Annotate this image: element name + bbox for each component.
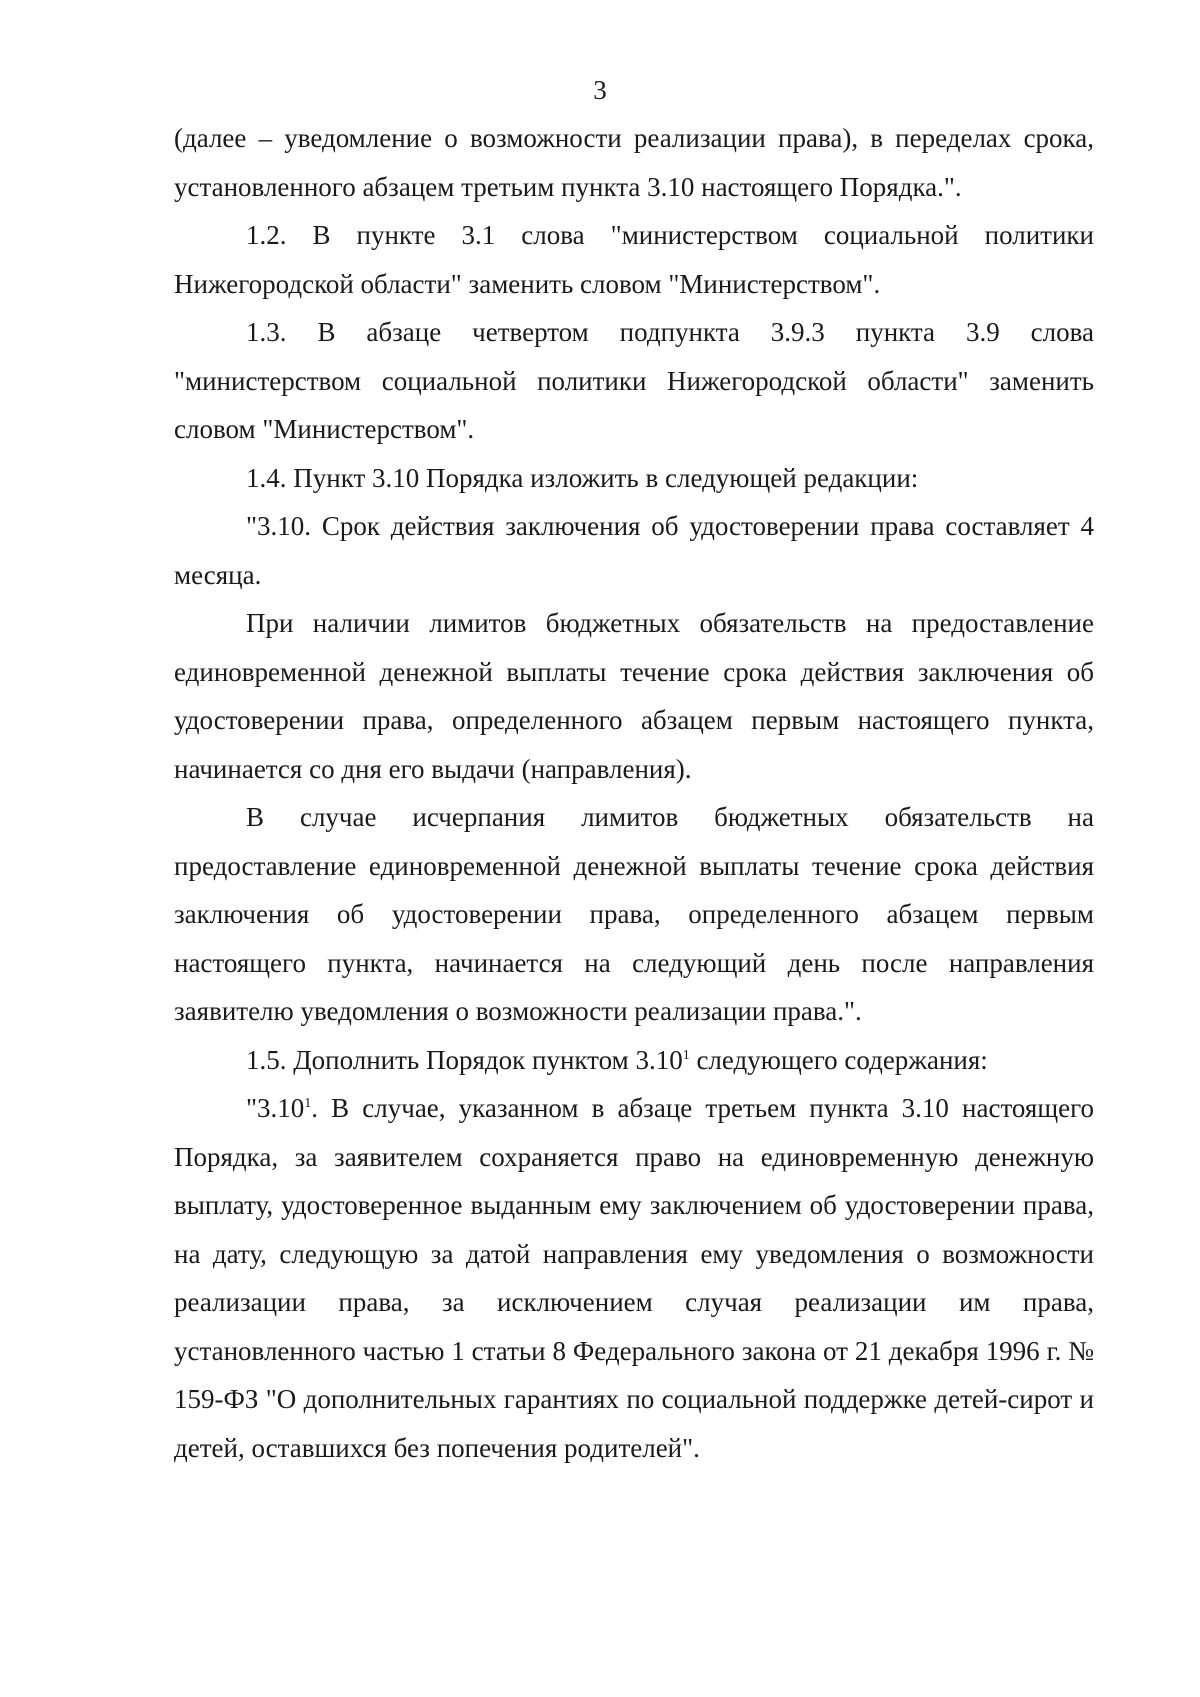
page-number: 3 <box>593 75 607 105</box>
paragraph-clause-3-10: "3.10. Срок действия заключения об удостоверении права составляет 4 месяца. <box>174 511 1094 590</box>
paragraph-item-1-5 <box>174 1036 1094 1085</box>
paragraph-item-1-3: 1.3. В абзаце четвертом подпункта 3.9.3 пункта 3.9 слова "министерством социальной политики Нижегородской области" заменить словом "Министерством". <box>174 317 1094 444</box>
document-body <box>174 114 1094 1472</box>
text-segment: следующего содержания: <box>689 1044 988 1075</box>
paragraph-clause-3-10-1 <box>174 1084 1094 1472</box>
paragraph-continuation: (далее – уведомление о возможности реализации права), в переделах срока, установленного абзацем третьим пункта 3.10 настоящего Порядка.". <box>174 123 1094 202</box>
superscript-index: 1 <box>682 1047 690 1063</box>
paragraph-clause-3-10-exhausted: В случае исчерпания лимитов бюджетных обязательств на предоставление единовременной денежной выплаты течение срока действия заключения об удостоверении права, определенного абзацем первым настоящего пункта, начинается на следующий день после направления заявителю уведомления о возможности реализации права.". <box>174 802 1094 1026</box>
superscript-index: 1 <box>304 1096 312 1111</box>
paragraph-item-1-4: 1.4. Пункт 3.10 Порядка изложить в следующей редакции: <box>246 462 919 493</box>
paragraph-clause-3-10-limits: При наличии лимитов бюджетных обязательств на предоставление единовременной денежной выплаты течение срока действия заключения об удостоверении права, определенного абзацем первым настоящего пункта, начинается со дня его выдачи (направления). <box>174 608 1094 784</box>
text-segment: 1.5. Дополнить Порядок пунктом 3.10 <box>246 1044 683 1075</box>
paragraph-item-1-2: 1.2. В пункте 3.1 слова "министерством социальной политики Нижегородской области" заменить словом "Министерством". <box>174 220 1094 299</box>
text-segment: "3.10 <box>246 1093 305 1123</box>
text-segment: . В случае, указанном в абзаце третьем пункта 3.10 настоящего Порядка, за заявителем сохраняется право на единовременную денежную выплату, удостоверенное выданным ему заключением об удостоверении права, на дату, следующую за датой направления ему уведомления о возможности реализации права, за исключением случая реализации им права, установленного частью 1 статьи 8 Федерального закона от 21 декабря 1996 г. № 159-ФЗ "О дополнительных гарантиях по социальной поддержке детей-сирот и детей, оставшихся без попечения родителей". <box>174 1093 1094 1463</box>
